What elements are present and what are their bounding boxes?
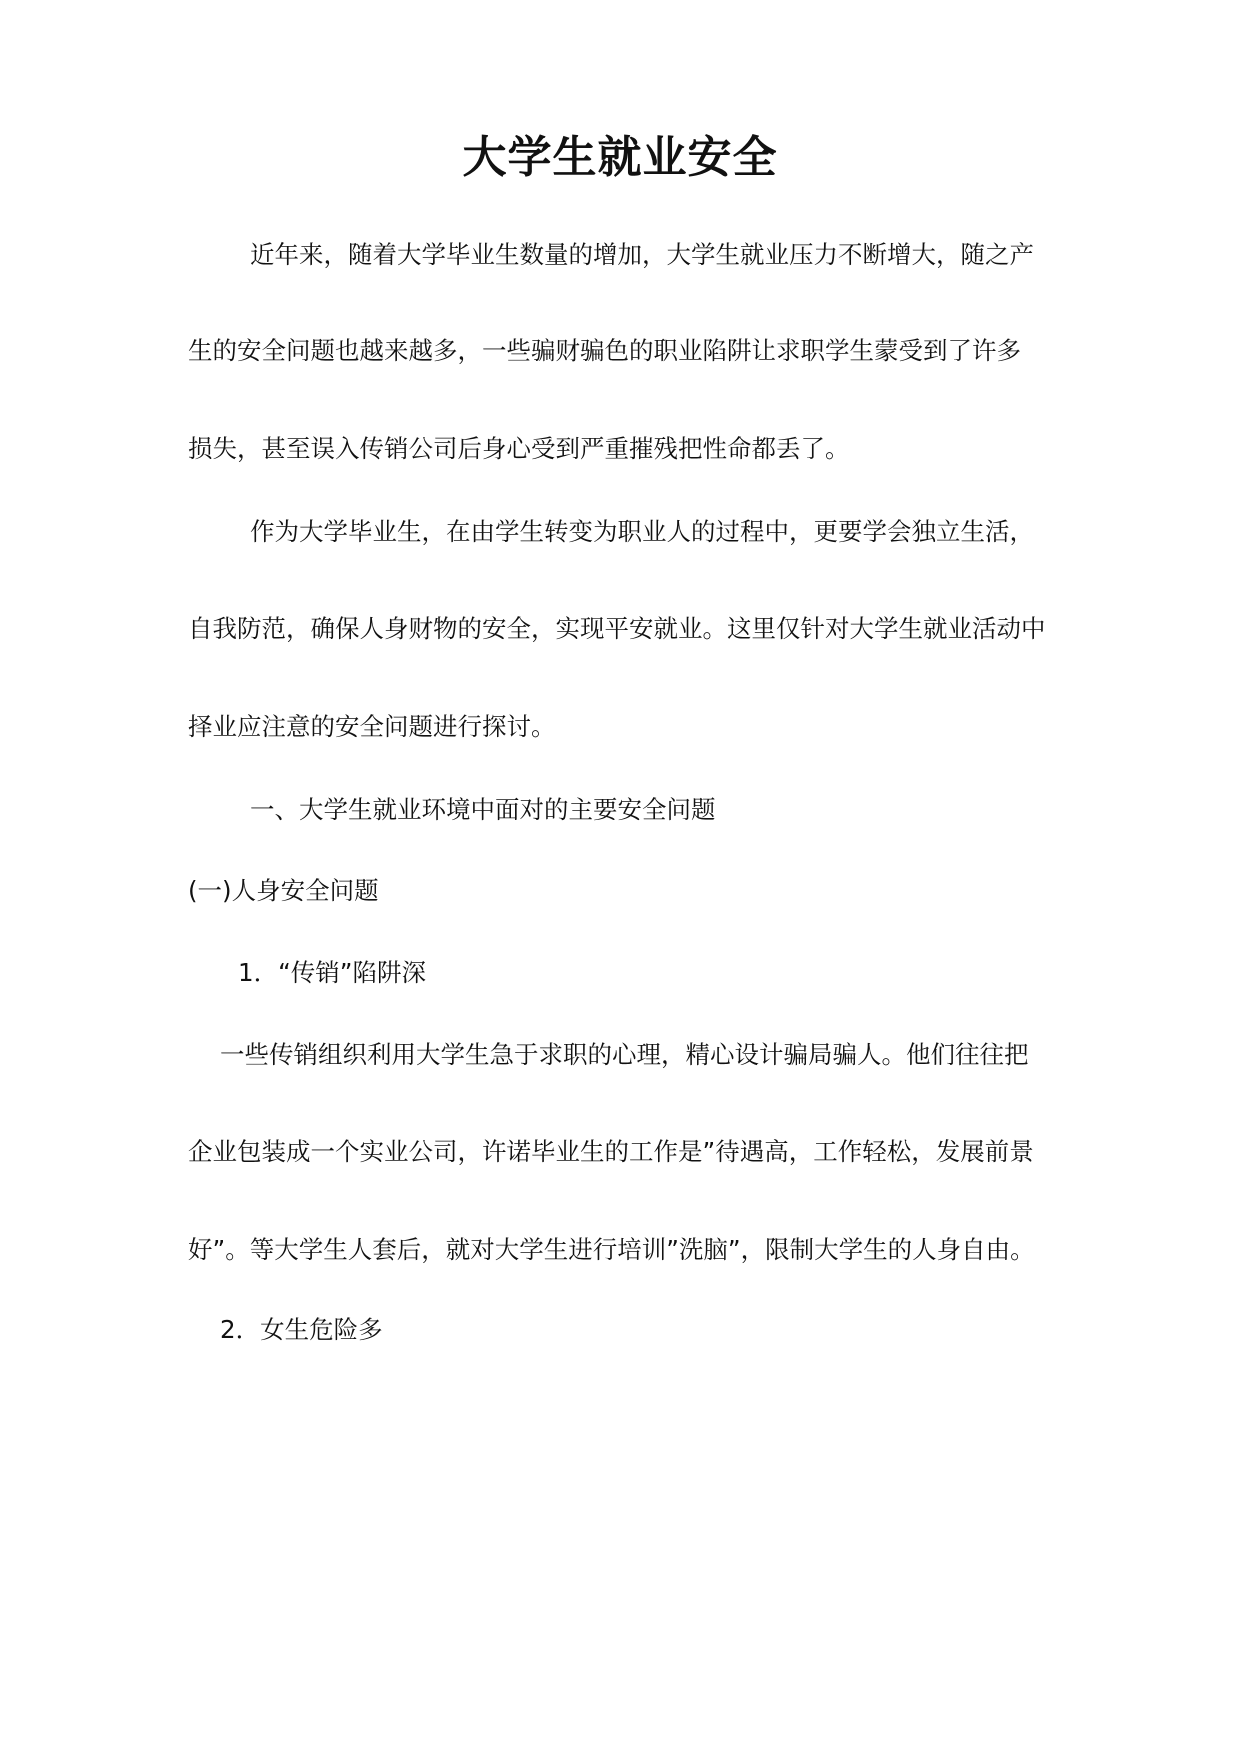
paragraph-1-line-3: 损失，甚至误入传销公司后身心受到严重摧残把性命都丢了。 [188,434,850,463]
section-1-heading: 一、大学生就业环境中面对的主要安全问题 [250,795,716,824]
item-2-heading: 2．女生危险多 [220,1315,383,1344]
paragraph-3-line-1: 一些传销组织利用大学生急于求职的心理，精心设计骗局骗人。他们往往把 [220,1040,1029,1069]
paragraph-2-line-3: 择业应注意的安全问题进行探讨。 [188,712,556,741]
paragraph-3-line-3: 好”。等大学生人套后，就对大学生进行培训”洗脑”，限制大学生的人身自由。 [188,1235,1035,1264]
paragraph-1-line-2: 生的安全问题也越来越多，一些骗财骗色的职业陷阱让求职学生蒙受到了许多 [188,336,1021,365]
paragraph-2-line-1: 作为大学毕业生，在由学生转变为职业人的过程中，更要学会独立生活， [250,517,1034,546]
paragraph-1-line-1: 近年来，随着大学毕业生数量的增加，大学生就业压力不断增大，随之产 [250,240,1034,269]
paragraph-3-line-2: 企业包装成一个实业公司，许诺毕业生的工作是”待遇高，工作轻松，发展前景 [188,1137,1034,1166]
subsection-1-heading: (一)人身安全问题 [188,876,379,905]
paragraph-2-line-2: 自我防范，确保人身财物的安全，实现平安就业。这里仅针对大学生就业活动中 [188,614,1046,643]
document-title: 大学生就业安全 [462,132,778,183]
item-1-heading: 1．“传销”陷阱深 [238,958,426,987]
